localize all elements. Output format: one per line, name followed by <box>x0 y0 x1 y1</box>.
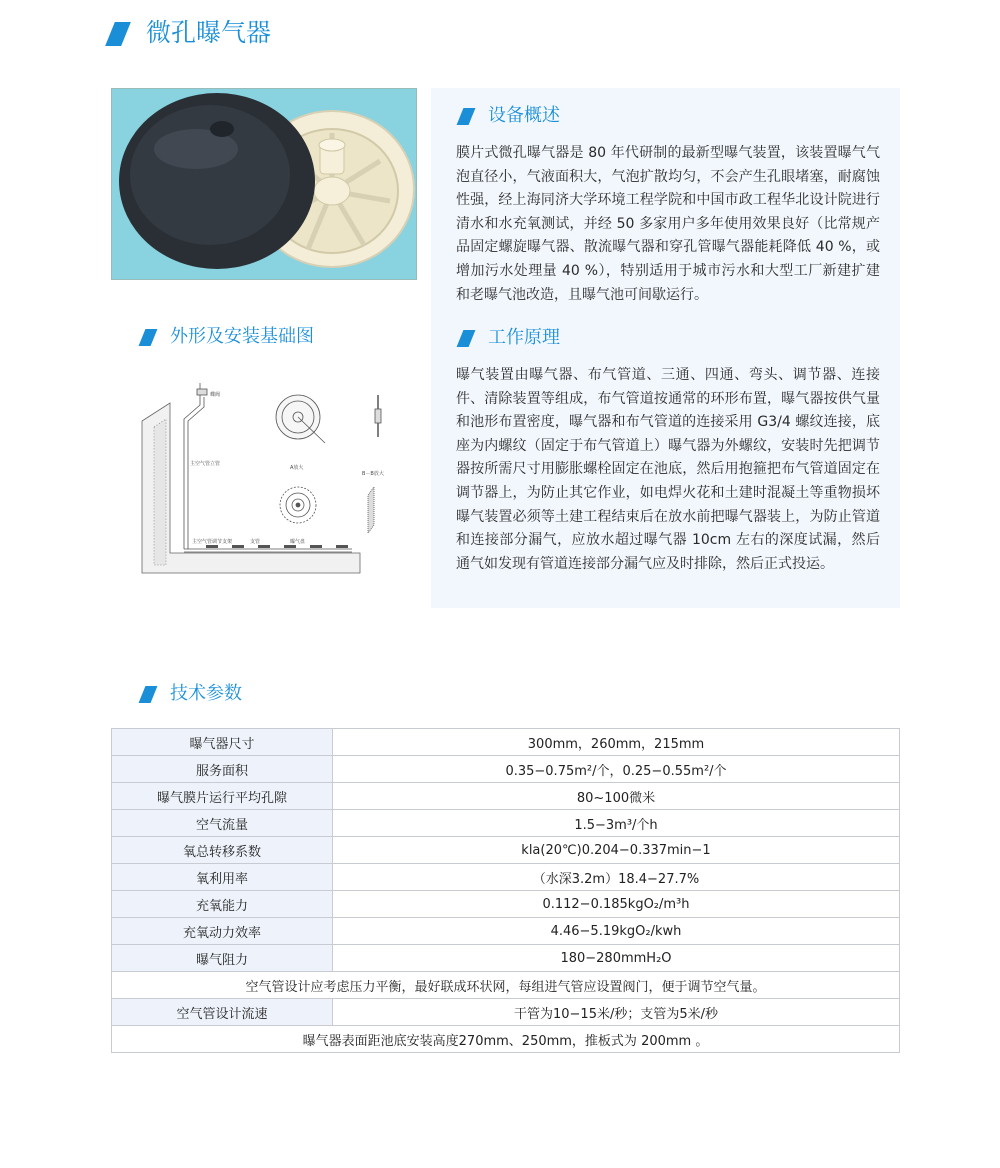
table-row <box>112 945 900 972</box>
spec-key: 充氧动力效率 <box>112 918 333 945</box>
spec-key: 曝气阻力 <box>112 945 333 972</box>
specs-title: 技术参数 <box>170 683 242 704</box>
spec-value: 0.112−0.185kgO₂/m³h <box>333 891 900 918</box>
table-row <box>112 999 900 1026</box>
label-diffuser: 曝气盘 <box>290 539 306 545</box>
table-row <box>112 918 900 945</box>
product-photo <box>111 88 417 280</box>
table-row <box>112 891 900 918</box>
label-view-a: A放大 <box>290 465 304 471</box>
overview-title: 设备概述 <box>488 105 560 126</box>
table-row <box>112 837 900 864</box>
label-support: 支管 <box>250 539 261 545</box>
overview-text: 膜片式微孔曝气器是 80 年代研制的最新型曝气装置，该装置曝气气泡直径小，气液面积大，气泡扩散均匀，不会产生孔眼堵塞，耐腐蚀性强，经上海同济大学环境工程学院和中国市政工程华北设计院进行清水和水充氧测试，并经 50 多家用户多年使用效果良好（比常规产品固定螺旋曝气器、散流曝气器和穿孔管曝气器能耗降低 40 %，或增加污水处理量 40 %），特别适用于城市污水和大型工厂新建扩建和老曝气池改造，且曝气池可间歇运行。 <box>456 145 880 303</box>
spec-key: 空气流量 <box>112 810 333 837</box>
table-row <box>112 864 900 891</box>
spec-key: 充氧能力 <box>112 891 333 918</box>
label-branch-pipe: 主空气管调节支架 <box>192 539 233 545</box>
table-row <box>112 756 900 783</box>
page-title: 微孔曝气器 <box>146 18 272 47</box>
spec-key: 空气管设计流速 <box>112 999 333 1026</box>
table-row <box>112 810 900 837</box>
diffuser-image <box>112 89 416 279</box>
section-marker-icon <box>139 329 158 346</box>
label-main-pipe: 主空气管立管 <box>190 461 221 467</box>
spec-value: 干管为10−15米/秒；支管为5米/秒 <box>333 999 900 1026</box>
spec-key: 氧总转移系数 <box>112 837 333 864</box>
table-row <box>112 783 900 810</box>
spec-value: 300mm，260mm，215mm <box>333 729 900 756</box>
principle-title: 工作原理 <box>488 327 560 348</box>
spec-key: 服务面积 <box>112 756 333 783</box>
spec-value: 0.35−0.75m²/个，0.25−0.55m²/个 <box>333 756 900 783</box>
title-marker-icon <box>105 22 131 46</box>
spec-value: （水深3.2m）18.4−27.7% <box>333 864 900 891</box>
spec-value: 1.5−3m³/个h <box>333 810 900 837</box>
table-row <box>112 972 900 999</box>
section-marker-icon <box>139 686 158 703</box>
table-row <box>112 1026 900 1053</box>
drawing-title: 外形及安装基础图 <box>170 326 314 347</box>
label-section: B－B放大 <box>362 471 384 477</box>
spec-key: 氧利用率 <box>112 864 333 891</box>
spec-key: 曝气膜片运行平均孔隙 <box>112 783 333 810</box>
pipe-design-note: 空气管设计应考虑压力平衡，最好联成环状网，每组进气管应设置阀门，便于调节空气量。 <box>112 972 900 999</box>
spec-table <box>111 728 900 1053</box>
table-row <box>112 729 900 756</box>
spec-value: 180−280mmH₂O <box>333 945 900 972</box>
label-valve: 蝶阀 <box>210 392 221 398</box>
spec-table-body <box>112 729 900 1053</box>
spec-value: 80~100微米 <box>333 783 900 810</box>
installation-drawing <box>140 375 390 605</box>
principle-text: 曝气装置由曝气器、布气管道、三通、四通、弯头、调节器、连接件、清除装置等组成，布气管道按通常的环形布置，曝气器按供气量和池形布置密度，曝气器和布气管道的连接采用 G3/4 螺纹连接，底座为内螺纹（固定于布气管道上）曝气器为外螺纹，安装时先把调节器按所需尺寸用膨胀螺栓固定在池底，然后用抱箍把布气管道固定在调节器上，为防止其它作业，如电焊火花和土建时混凝土等重物损坏曝气装置必须等土建工程结束后在放水前把曝气器装上，为防止管道和连接部分漏气，应放水超过曝气器 10cm 左右的深度试漏，然后通气如发现有管道连接部分漏气应及时排除，然后正式投运。 <box>456 367 880 572</box>
install-height-note: 曝气器表面距池底安装高度270mm、250mm，推板式为 200mm 。 <box>112 1026 900 1053</box>
spec-key: 曝气器尺寸 <box>112 729 333 756</box>
spec-value: 4.46−5.19kgO₂/kwh <box>333 918 900 945</box>
spec-value: kla(20℃)0.204−0.337min−1 <box>333 837 900 864</box>
